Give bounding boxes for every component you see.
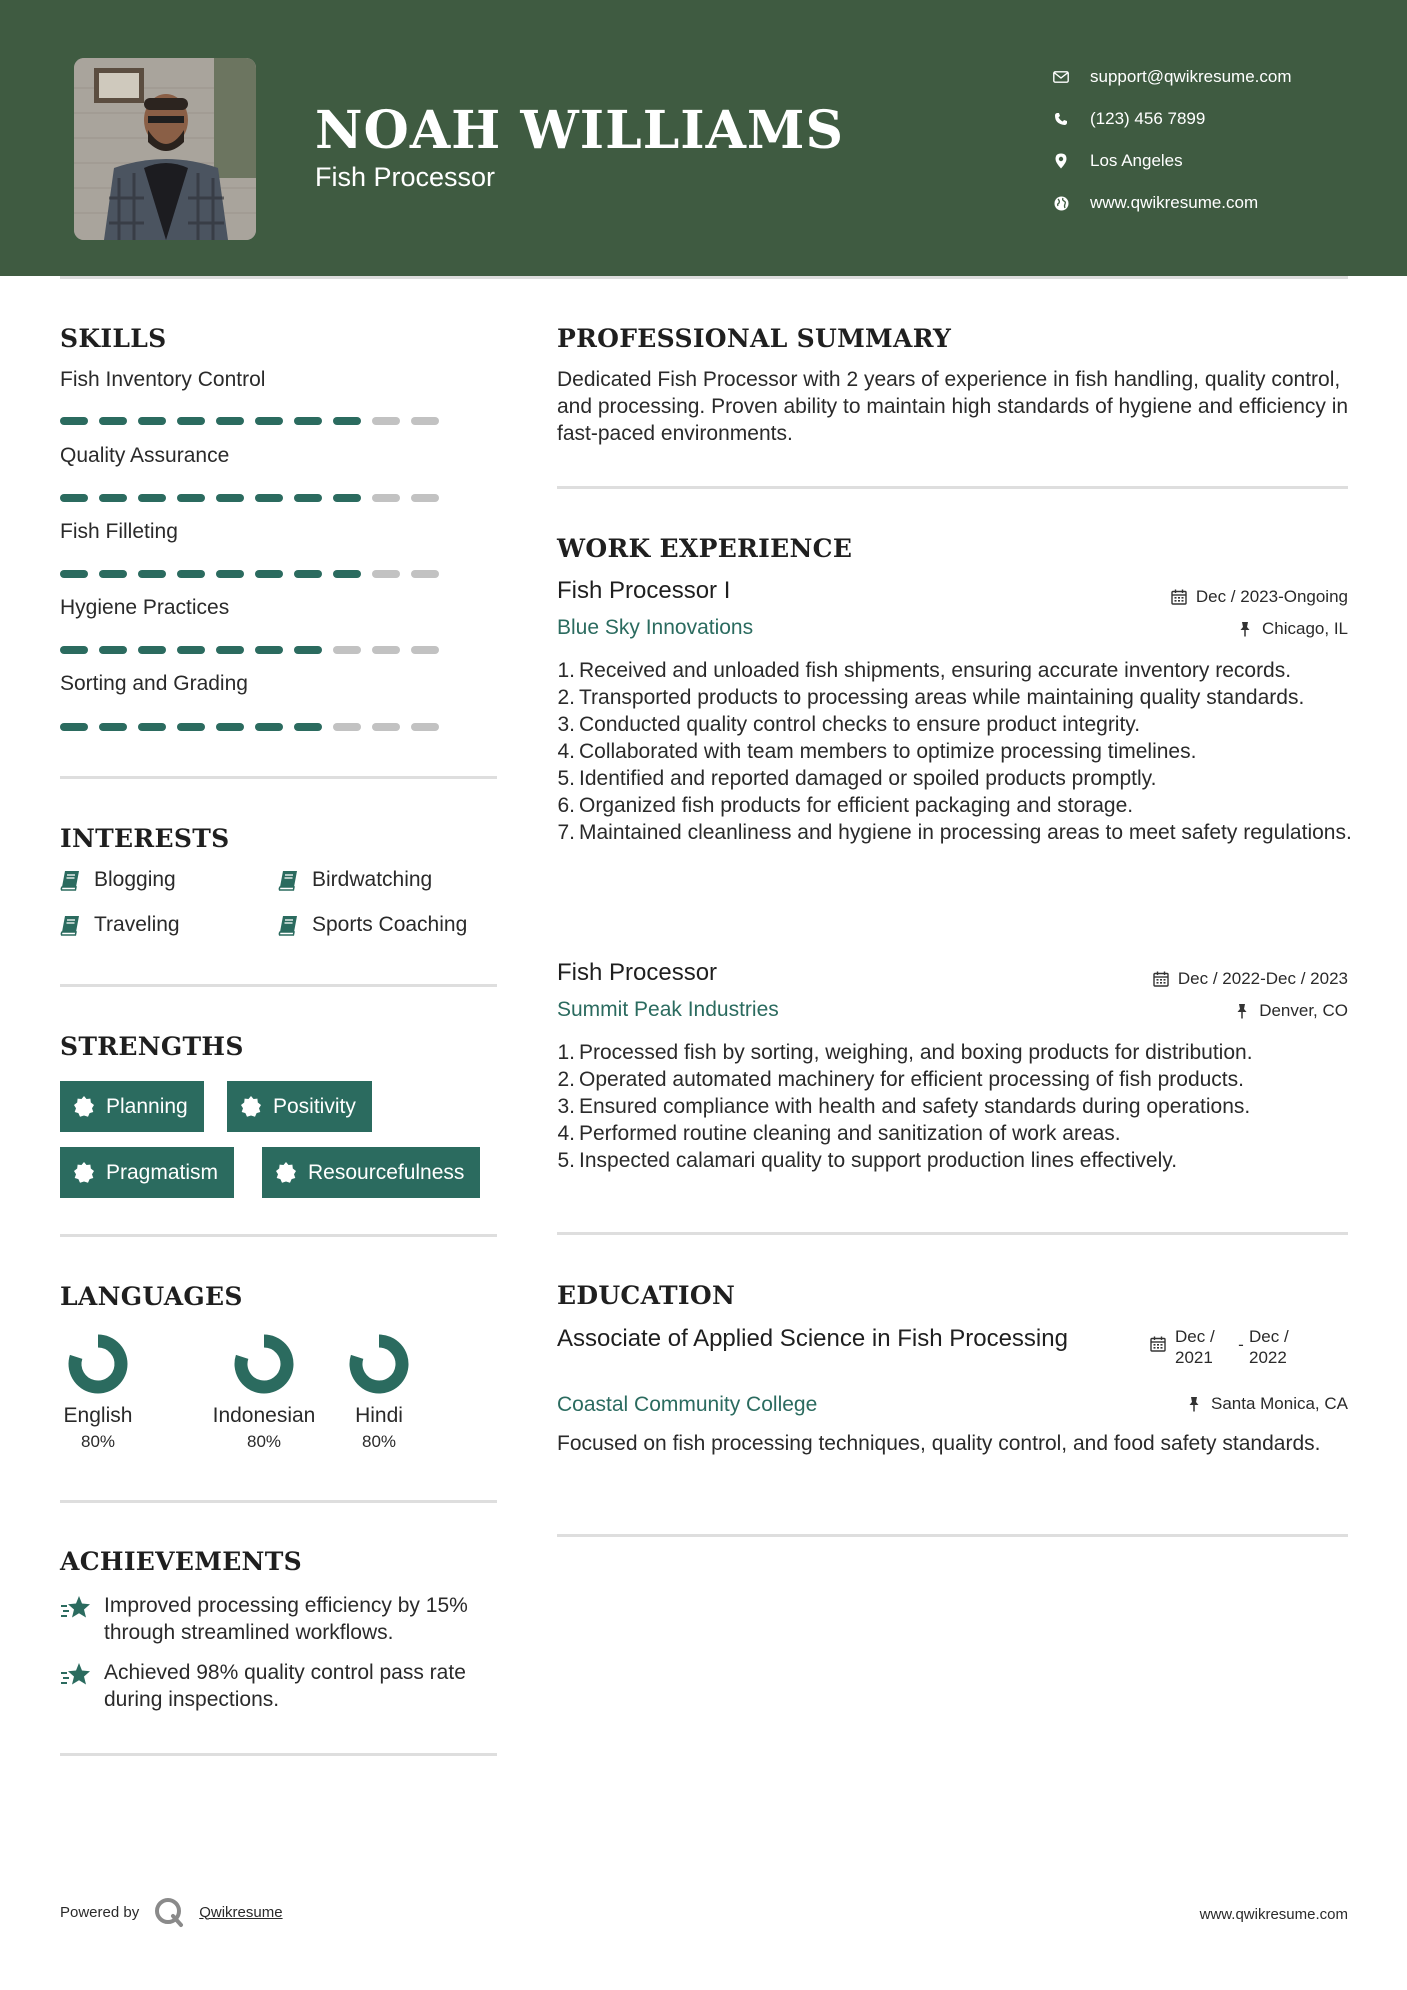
language-progress-arc xyxy=(356,1341,402,1387)
job-bullet xyxy=(557,1147,1352,1174)
skill-dot xyxy=(255,494,283,502)
job-bullet xyxy=(557,657,1352,684)
language-item xyxy=(38,1332,158,1452)
skill-dot xyxy=(372,646,400,654)
education-location xyxy=(1186,1394,1348,1414)
skill-dot xyxy=(294,723,322,731)
bullet-number: 3. xyxy=(557,713,575,736)
contact-email-text: support@qwikresume.com xyxy=(1090,67,1292,86)
candidate-name: NOAH WILLIAMS xyxy=(315,100,845,161)
interest-item xyxy=(278,913,467,937)
skill-dot xyxy=(60,570,88,578)
language-item xyxy=(319,1332,439,1452)
bullet-text: Operated automated machinery for efficient processing of fish products. xyxy=(579,1068,1244,1091)
job-dates xyxy=(1153,969,1348,989)
skill-dot xyxy=(372,570,400,578)
contact-location xyxy=(1050,140,1292,182)
language-progress-ring xyxy=(347,1332,411,1396)
skill-dot xyxy=(333,494,361,502)
contact-phone-text: (123) 456 7899 xyxy=(1090,109,1206,128)
skill-dot xyxy=(216,570,244,578)
summary-text: Dedicated Fish Processor with 2 years of experience in fish handling, quality control, and processing. Proven ability to maintain high standards of hygiene and efficiency in fast-paced environments. xyxy=(557,368,1349,445)
skill-name: Fish Filleting xyxy=(60,520,178,543)
bullet-number: 5. xyxy=(557,1149,575,1172)
language-progress-arc xyxy=(241,1341,287,1387)
skill-dot xyxy=(60,417,88,425)
skill-dot xyxy=(216,646,244,654)
skill-rating xyxy=(60,646,450,654)
skill-dot xyxy=(60,494,88,502)
contact-phone[interactable] xyxy=(1050,98,1292,140)
book-icon xyxy=(278,914,300,936)
interest-label: Blogging xyxy=(94,868,176,891)
achievement-text: Achieved 98% quality control pass rate during inspections. xyxy=(104,1661,466,1711)
badge-icon xyxy=(239,1095,263,1119)
bullet-text: Conducted quality control checks to ensure product integrity. xyxy=(579,713,1141,736)
section-divider xyxy=(60,984,497,987)
bullet-text: Collaborated with team members to optimize processing timelines. xyxy=(579,740,1197,763)
skill-dot xyxy=(60,723,88,731)
bullet-number: 4. xyxy=(557,740,575,763)
skill-dot xyxy=(372,494,400,502)
footer-powered-by xyxy=(60,1896,283,1928)
strength-tag xyxy=(60,1081,204,1132)
section-divider xyxy=(60,1753,497,1756)
bullet-number: 5. xyxy=(557,767,575,790)
pushpin-icon xyxy=(1237,621,1253,637)
job-location-text: Denver, CO xyxy=(1259,1001,1348,1020)
header-divider xyxy=(60,276,1348,279)
education-end-date: Dec / 2022 xyxy=(1249,1327,1289,1367)
job-bullet xyxy=(557,792,1352,819)
job-title: Fish Processor xyxy=(557,959,718,986)
bullet-text: Transported products to processing areas while maintaining quality standards. xyxy=(579,686,1305,709)
education-description: Focused on fish processing techniques, quality control, and food safety standards. xyxy=(557,1432,1321,1455)
section-divider xyxy=(557,1534,1348,1537)
education-location-text: Santa Monica, CA xyxy=(1210,1394,1348,1413)
skill-dot xyxy=(138,646,166,654)
skill-dot xyxy=(294,646,322,654)
globe-icon xyxy=(1050,194,1072,212)
contact-list xyxy=(1050,56,1292,224)
skill-dot xyxy=(411,570,439,578)
job-dates-text: Dec / 2023-Ongoing xyxy=(1195,587,1348,606)
star-icon xyxy=(60,1594,92,1624)
skill-dot xyxy=(177,494,205,502)
skill-dot xyxy=(216,417,244,425)
job-bullet xyxy=(557,711,1352,738)
job-dates xyxy=(1171,587,1348,607)
language-percent: 80% xyxy=(246,1432,282,1451)
skill-dot xyxy=(333,723,361,731)
section-divider xyxy=(557,1232,1348,1235)
education-dates xyxy=(1150,1326,1307,1368)
skill-dot xyxy=(411,646,439,654)
bullet-text: Maintained cleanliness and hygiene in processing areas to meet safety regulations. xyxy=(579,821,1352,844)
language-progress-ring xyxy=(66,1332,130,1396)
skill-dot xyxy=(138,723,166,731)
summary-heading: PROFESSIONAL SUMMARY xyxy=(557,324,952,353)
skill-dot xyxy=(411,723,439,731)
powered-by-label: Powered by xyxy=(60,1903,140,1921)
interest-item xyxy=(278,868,432,892)
strengths-heading: STRENGTHS xyxy=(60,1032,244,1061)
skill-rating xyxy=(60,417,450,425)
skill-dot xyxy=(255,570,283,578)
book-icon xyxy=(278,869,300,891)
skill-name: Quality Assurance xyxy=(60,444,230,467)
job-location xyxy=(1237,619,1348,639)
language-progress-arc xyxy=(75,1341,121,1387)
job-bullets xyxy=(557,657,1352,846)
skill-rating xyxy=(60,570,450,578)
job-dates-text: Dec / 2022-Dec / 2023 xyxy=(1177,969,1348,988)
bullet-number: 3. xyxy=(557,1095,575,1118)
skill-dot xyxy=(99,570,127,578)
bullet-number: 1. xyxy=(557,1041,575,1064)
qwikresume-link[interactable]: Qwikresume xyxy=(199,1903,283,1921)
skills-heading: SKILLS xyxy=(60,324,167,353)
contact-email[interactable] xyxy=(1050,56,1292,98)
interests-heading: INTERESTS xyxy=(60,824,230,853)
bullet-text: Identified and reported damaged or spoiled products promptly. xyxy=(579,767,1157,790)
interest-label: Sports Coaching xyxy=(312,913,468,936)
job-bullet xyxy=(557,819,1352,846)
contact-website[interactable] xyxy=(1050,182,1292,224)
pushpin-icon xyxy=(1186,1396,1202,1412)
job-bullets xyxy=(557,1039,1352,1174)
phone-icon xyxy=(1050,110,1072,128)
education-heading: EDUCATION xyxy=(557,1281,736,1310)
calendar-icon xyxy=(1153,971,1169,987)
strength-label: Resourcefulness xyxy=(308,1160,465,1184)
language-name: Indonesian xyxy=(212,1404,316,1427)
badge-icon xyxy=(72,1095,96,1119)
languages-heading: LANGUAGES xyxy=(60,1282,243,1311)
skill-dot xyxy=(372,723,400,731)
skill-dot xyxy=(333,570,361,578)
company-name: Summit Peak Industries xyxy=(557,998,779,1021)
qwikresume-logo-icon xyxy=(153,1896,185,1928)
skill-name: Fish Inventory Control xyxy=(60,368,266,391)
bullet-text: Received and unloaded fish shipments, ensuring accurate inventory records. xyxy=(579,659,1292,682)
achievement-item xyxy=(60,1592,500,1646)
skill-name: Hygiene Practices xyxy=(60,596,230,619)
skill-dot xyxy=(138,494,166,502)
star-icon xyxy=(60,1661,92,1691)
skill-dot xyxy=(99,417,127,425)
skill-dot xyxy=(411,494,439,502)
interest-label: Birdwatching xyxy=(312,868,433,891)
skill-dot xyxy=(372,417,400,425)
job-bullet xyxy=(557,765,1352,792)
strength-label: Positivity xyxy=(273,1094,356,1118)
skill-dot xyxy=(333,417,361,425)
envelope-icon xyxy=(1050,68,1072,86)
job-bullet xyxy=(557,1039,1352,1066)
job-bullet xyxy=(557,1066,1352,1093)
job-bullet xyxy=(557,1093,1352,1120)
calendar-icon xyxy=(1171,589,1187,605)
contact-website-text: www.qwikresume.com xyxy=(1090,193,1259,212)
skill-dot xyxy=(216,723,244,731)
achievements-heading: ACHIEVEMENTS xyxy=(60,1547,302,1576)
skill-dot xyxy=(138,417,166,425)
job-location-text: Chicago, IL xyxy=(1262,619,1348,638)
footer-website[interactable]: www.qwikresume.com xyxy=(1199,1906,1348,1923)
skill-dot xyxy=(99,646,127,654)
pushpin-icon xyxy=(1234,1003,1250,1019)
profile-photo xyxy=(74,58,256,240)
job-bullet xyxy=(557,684,1352,711)
language-name: Hindi xyxy=(355,1404,403,1427)
skill-dot xyxy=(60,646,88,654)
bullet-text: Performed routine cleaning and sanitization of work areas. xyxy=(579,1122,1121,1145)
skill-dot xyxy=(255,723,283,731)
job-title: Fish Processor I xyxy=(557,577,731,604)
strength-tag xyxy=(262,1147,480,1198)
bullet-number: 7. xyxy=(557,821,575,844)
skill-dot xyxy=(177,723,205,731)
badge-icon xyxy=(274,1161,298,1185)
resume-header xyxy=(0,0,1407,276)
achievement-item xyxy=(60,1659,500,1713)
location-pin-icon xyxy=(1050,152,1072,170)
section-divider xyxy=(60,776,497,779)
strength-tag xyxy=(227,1081,372,1132)
book-icon xyxy=(60,869,82,891)
bullet-number: 2. xyxy=(557,1068,575,1091)
calendar-icon xyxy=(1150,1336,1166,1352)
bullet-number: 6. xyxy=(557,794,575,817)
language-name: English xyxy=(63,1404,133,1427)
badge-icon xyxy=(72,1161,96,1185)
bullet-number: 1. xyxy=(557,659,575,682)
skill-name: Sorting and Grading xyxy=(60,672,248,695)
language-percent: 80% xyxy=(80,1432,116,1451)
section-divider xyxy=(60,1234,497,1237)
skill-dot xyxy=(255,646,283,654)
language-percent: 80% xyxy=(361,1432,397,1451)
skill-dot xyxy=(99,723,127,731)
bullet-text: Processed fish by sorting, weighing, and boxing products for distribution. xyxy=(579,1041,1253,1064)
contact-location-text: Los Angeles xyxy=(1090,151,1183,170)
skill-dot xyxy=(177,646,205,654)
interest-item xyxy=(60,913,180,937)
skill-dot xyxy=(177,570,205,578)
bullet-number: 2. xyxy=(557,686,575,709)
skill-dot xyxy=(216,494,244,502)
book-icon xyxy=(60,914,82,936)
strength-tag xyxy=(60,1147,234,1198)
job-bullet xyxy=(557,738,1352,765)
job-location xyxy=(1234,1001,1348,1021)
section-divider xyxy=(557,486,1348,489)
interest-item xyxy=(60,868,176,892)
skill-dot xyxy=(138,570,166,578)
skill-dot xyxy=(255,417,283,425)
achievement-text: Improved processing efficiency by 15% through streamlined workflows. xyxy=(104,1594,468,1644)
skill-dot xyxy=(177,417,205,425)
skill-dot xyxy=(333,646,361,654)
skill-rating xyxy=(60,494,450,502)
interest-label: Traveling xyxy=(94,913,180,936)
skill-dot xyxy=(294,494,322,502)
job-bullet xyxy=(557,1120,1352,1147)
skill-dot xyxy=(294,417,322,425)
strength-label: Planning xyxy=(106,1094,188,1118)
skill-dot xyxy=(99,494,127,502)
bullet-text: Inspected calamari quality to support production lines effectively. xyxy=(579,1149,1178,1172)
degree-title: Associate of Applied Science in Fish Processing xyxy=(557,1325,1068,1352)
date-separator: - xyxy=(1238,1335,1244,1354)
language-progress-ring xyxy=(232,1332,296,1396)
skill-dot xyxy=(294,570,322,578)
skill-dot xyxy=(411,417,439,425)
skill-rating xyxy=(60,723,450,731)
strength-label: Pragmatism xyxy=(106,1160,219,1184)
education-start-date: Dec / 2021 xyxy=(1175,1327,1215,1367)
section-divider xyxy=(60,1500,497,1503)
bullet-text: Organized fish products for efficient packaging and storage. xyxy=(579,794,1134,817)
company-name: Blue Sky Innovations xyxy=(557,616,754,639)
school-name: Coastal Community College xyxy=(557,1393,818,1416)
bullet-number: 4. xyxy=(557,1122,575,1145)
language-item xyxy=(204,1332,324,1452)
bullet-text: Ensured compliance with health and safety standards during operations. xyxy=(579,1095,1251,1118)
experience-heading: WORK EXPERIENCE xyxy=(557,534,853,563)
candidate-title: Fish Processor xyxy=(315,162,496,192)
